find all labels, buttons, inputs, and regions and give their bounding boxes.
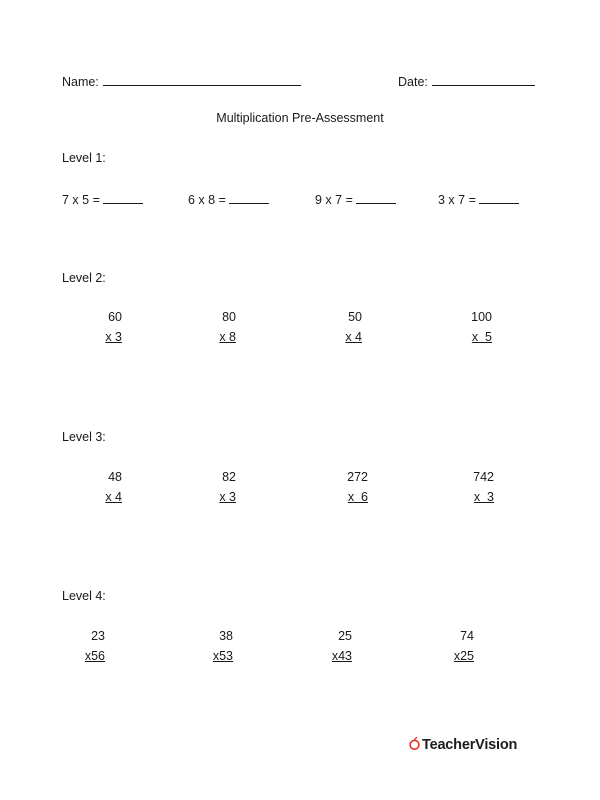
problem-bottom: x53 xyxy=(212,649,233,663)
level-1-equation[interactable] xyxy=(438,191,519,207)
problem-top: 742 xyxy=(473,470,494,484)
teachervision-logo xyxy=(409,737,517,753)
answer-blank[interactable] xyxy=(103,191,143,204)
problem-bottom: x 6 xyxy=(347,490,368,504)
date-blank[interactable] xyxy=(432,73,535,86)
problem-bottom: x25 xyxy=(453,649,474,663)
problem-bottom: x 3 xyxy=(473,490,494,504)
problem-top: 82 xyxy=(222,470,236,484)
problem-top: 74 xyxy=(460,629,474,643)
level-1-equation[interactable] xyxy=(315,191,396,207)
name-label: Name: xyxy=(62,75,99,89)
level-3-heading: Level 3: xyxy=(62,430,106,444)
problem-bottom: x 3 xyxy=(219,490,236,504)
level-2-problem xyxy=(432,310,492,344)
date-label: Date: xyxy=(398,75,428,89)
problem-bottom: x 4 xyxy=(345,330,362,344)
problem-top: 25 xyxy=(338,629,352,643)
problem-top: 38 xyxy=(219,629,233,643)
problem-top: 48 xyxy=(108,470,122,484)
problem-top: 272 xyxy=(347,470,368,484)
problem-bottom: x56 xyxy=(84,649,105,663)
equation-text: 7 x 5 = xyxy=(62,193,100,207)
answer-blank[interactable] xyxy=(229,191,269,204)
problem-bottom: x 8 xyxy=(219,330,236,344)
equation-text: 3 x 7 = xyxy=(438,193,476,207)
level-3-problem xyxy=(308,470,368,504)
problem-bottom: x 4 xyxy=(105,490,122,504)
level-4-problem xyxy=(292,629,352,663)
page-title: Multiplication Pre-Assessment xyxy=(216,111,384,125)
name-blank[interactable] xyxy=(103,73,301,86)
level-2-problem xyxy=(302,310,362,344)
problem-top: 100 xyxy=(471,310,492,324)
problem-top: 50 xyxy=(348,310,362,324)
answer-blank[interactable] xyxy=(479,191,519,204)
level-4-problem xyxy=(45,629,105,663)
level-4-problem xyxy=(173,629,233,663)
level-1-equation[interactable] xyxy=(62,191,143,207)
level-4-problem xyxy=(414,629,474,663)
equation-text: 9 x 7 = xyxy=(315,193,353,207)
level-2-problem xyxy=(62,310,122,344)
apple-icon xyxy=(409,737,420,753)
problem-bottom: x43 xyxy=(331,649,352,663)
level-2-problem xyxy=(176,310,236,344)
problem-bottom: x 5 xyxy=(471,330,492,344)
level-3-problem xyxy=(62,470,122,504)
level-2-heading: Level 2: xyxy=(62,271,106,285)
problem-top: 23 xyxy=(91,629,105,643)
equation-text: 6 x 8 = xyxy=(188,193,226,207)
date-field[interactable] xyxy=(398,73,535,89)
name-field[interactable] xyxy=(62,73,301,89)
level-3-problem xyxy=(434,470,494,504)
level-4-heading: Level 4: xyxy=(62,589,106,603)
answer-blank[interactable] xyxy=(356,191,396,204)
problem-bottom: x 3 xyxy=(105,330,122,344)
logo-text: TeacherVision xyxy=(422,737,518,753)
problem-top: 80 xyxy=(222,310,236,324)
problem-top: 60 xyxy=(108,310,122,324)
level-1-heading: Level 1: xyxy=(62,151,106,165)
level-1-equation[interactable] xyxy=(188,191,269,207)
level-3-problem xyxy=(176,470,236,504)
